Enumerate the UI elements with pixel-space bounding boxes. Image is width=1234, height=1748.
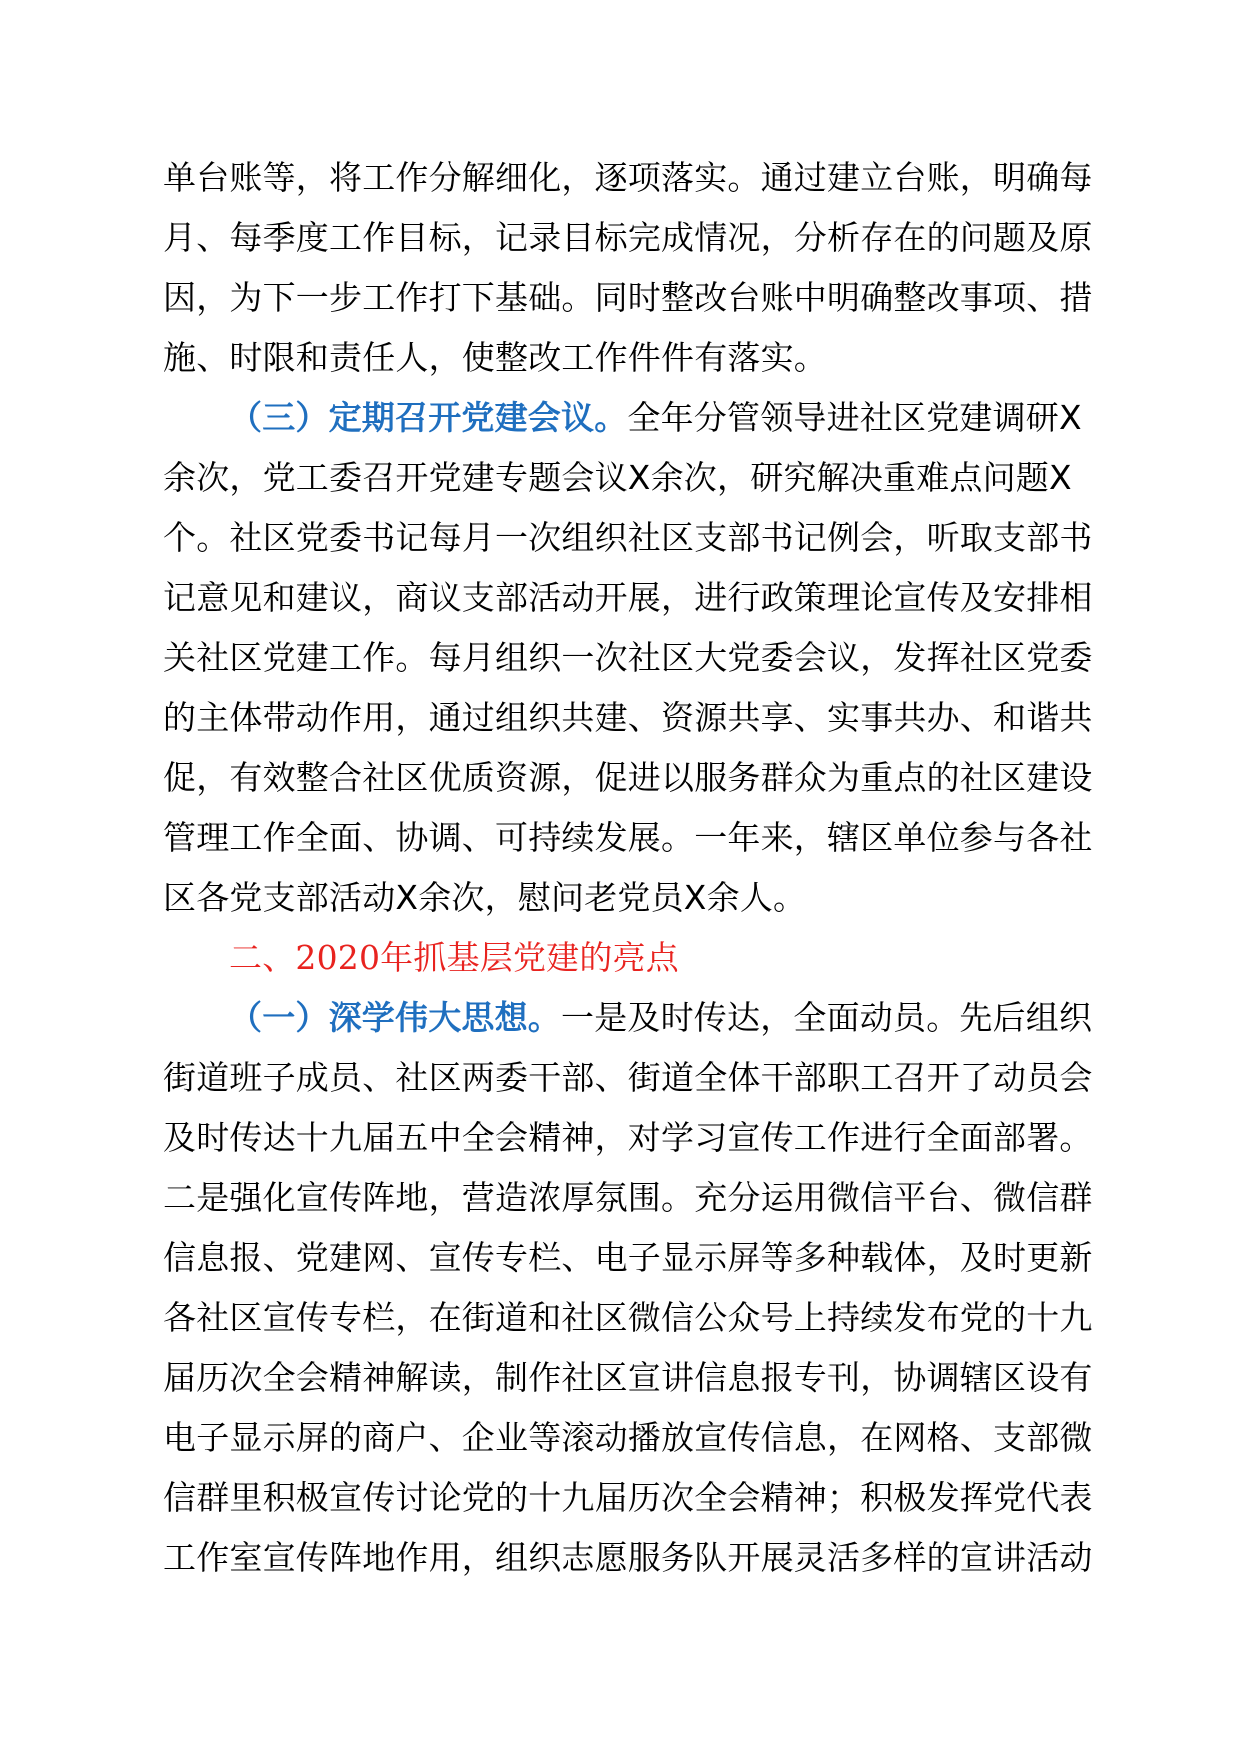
body-line: 记意见和建议，商议支部活动开展，进行政策理论宣传及安排相 (163, 578, 1093, 617)
part-2-heading-line (163, 928, 1113, 988)
body-line: 单台账等，将工作分解细化，逐项落实。通过建立台账，明确每 (163, 158, 1093, 197)
body-line: 余次，党工委召开党建专题会议X余次，研究解决重难点问题X (163, 458, 1072, 497)
section-3-first-text: 全年分管领导进社区党建调研X (627, 398, 1082, 437)
body-line: 个。社区党委书记每月一次组织社区支部书记例会，听取支部书 (163, 518, 1093, 557)
body-line: 因，为下一步工作打下基础。同时整改台账中明确整改事项、措 (163, 278, 1093, 317)
body-line: 信息报、党建网、宣传专栏、电子显示屏等多种载体，及时更新 (163, 1238, 1093, 1277)
document-body (163, 148, 1113, 1588)
section-1-first-text: 一是及时传达，全面动员。先后组织 (561, 998, 1093, 1037)
part-2-heading: 二、2020年抓基层党建的亮点 (229, 938, 679, 977)
body-line: 关社区党建工作。每月组织一次社区大党委会议，发挥社区党委 (163, 638, 1093, 677)
section-3-heading: （三）定期召开党建会议。 (229, 398, 628, 437)
body-line: 施、时限和责任人，使整改工作件件有落实。 (163, 338, 827, 377)
body-line: 管理工作全面、协调、可持续发展。一年来，辖区单位参与各社 (163, 818, 1093, 857)
body-line: 工作室宣传阵地作用，组织志愿服务队开展灵活多样的宣讲活动 (163, 1538, 1093, 1577)
body-line: 各社区宣传专栏，在街道和社区微信公众号上持续发布党的十九 (163, 1298, 1093, 1337)
body-line: 信群里积极宣传讨论党的十九届历次全会精神；积极发挥党代表 (163, 1478, 1093, 1517)
body-line: 电子显示屏的商户、企业等滚动播放宣传信息，在网格、支部微 (163, 1418, 1093, 1457)
body-line: 的主体带动作用，通过组织共建、资源共享、实事共办、和谐共 (163, 698, 1093, 737)
body-line: 月、每季度工作目标，记录目标完成情况，分析存在的问题及原 (163, 218, 1093, 257)
body-line: 二是强化宣传阵地，营造浓厚氛围。充分运用微信平台、微信群 (163, 1178, 1093, 1217)
section-3-first-line (163, 388, 1113, 448)
body-line: 及时传达十九届五中全会精神，对学习宣传工作进行全面部署。 (163, 1118, 1093, 1157)
body-line: 届历次全会精神解读，制作社区宣讲信息报专刊，协调辖区设有 (163, 1358, 1093, 1397)
body-line: 街道班子成员、社区两委干部、街道全体干部职工召开了动员会 (163, 1058, 1093, 1097)
section-1-first-line (163, 988, 1113, 1048)
body-line: 区各党支部活动X余次，慰问老党员X余人。 (163, 878, 807, 917)
section-1-heading: （一）深学伟大思想。 (229, 998, 561, 1037)
body-line: 促，有效整合社区优质资源，促进以服务群众为重点的社区建设 (163, 758, 1093, 797)
